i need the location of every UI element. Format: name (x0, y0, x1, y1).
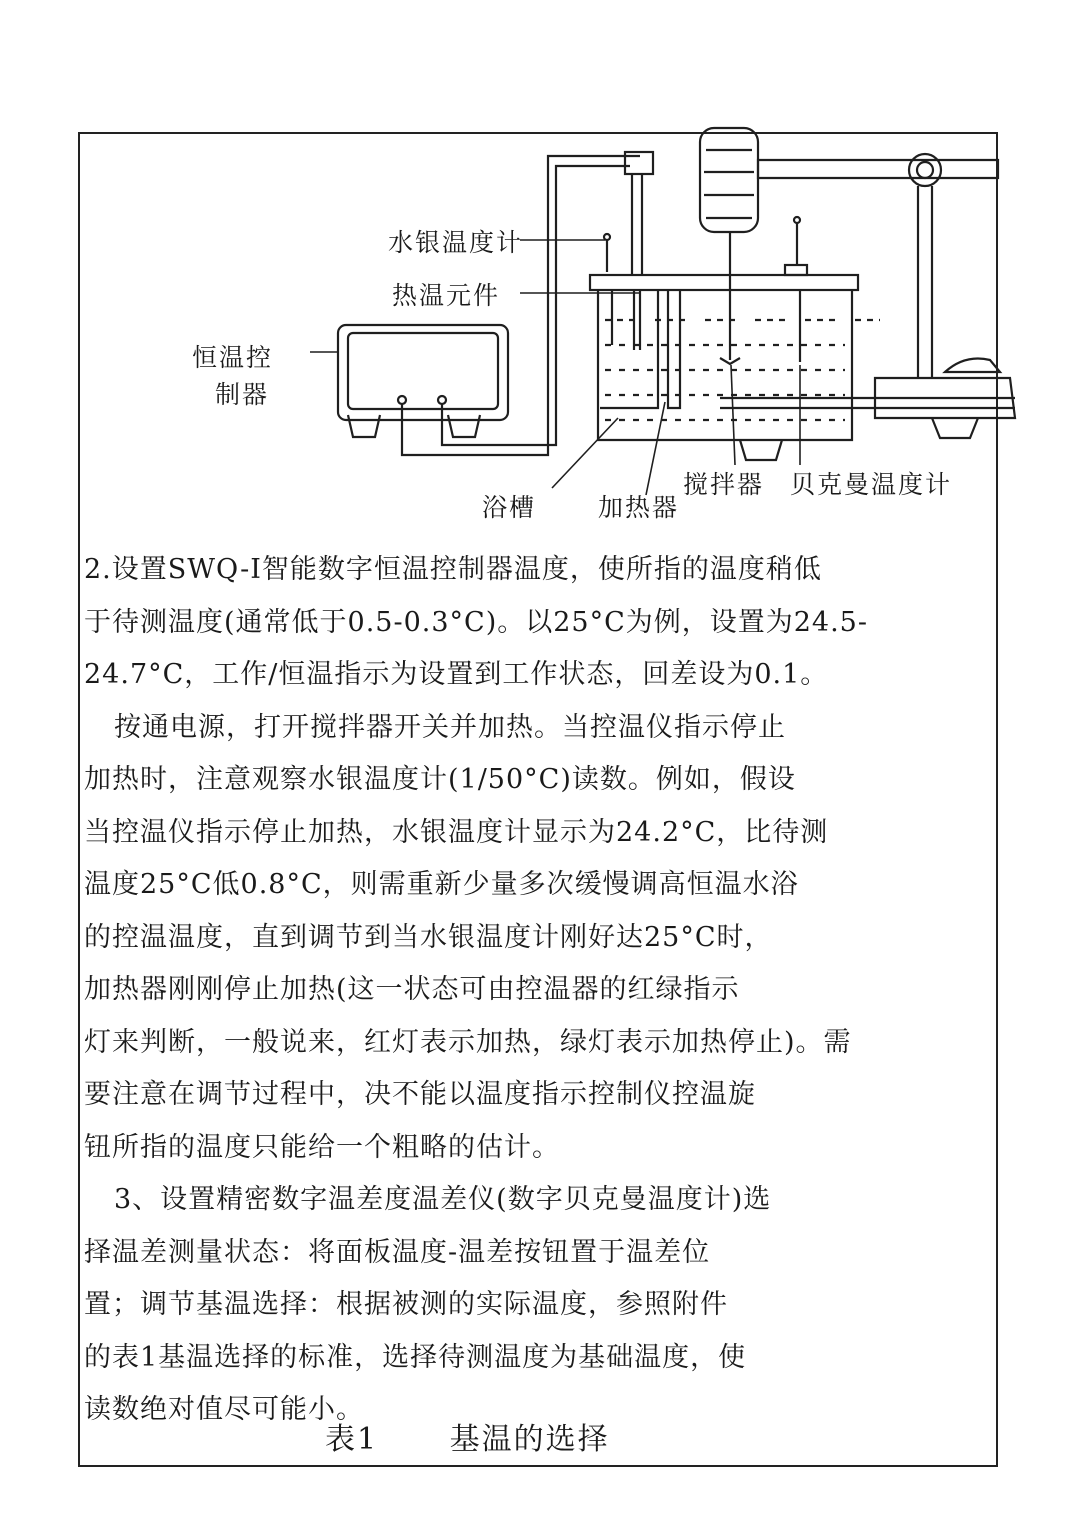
note-line: 加热时，注意观察水银温度计(1/50°C)读数。例如，假设 (84, 764, 796, 795)
note-line: 择温差测量状态：将面板温度-温差按钮置于温差位 (84, 1236, 711, 1268)
table-caption-title: 基温的选择 (449, 1422, 610, 1457)
stirrer-motor (700, 128, 758, 364)
note-line: 灯来判断，一般说来，红灯表示加热，绿灯表示加热停止)。需 (84, 1026, 852, 1058)
label-stirrer: 搅拌器 (683, 470, 765, 499)
note-line: 要注意在调节过程中，决不能以温度指示控制仪控温旋 (84, 1079, 756, 1110)
label-controller-line1: 恒温控 (192, 343, 274, 372)
label-mercury-thermometer: 水银温度计 (388, 228, 524, 257)
note-line: 的表1基温选择的标准，选择待测温度为基础温度，使 (84, 1341, 747, 1373)
label-thermistor: 热温元件 (392, 281, 501, 310)
note-line: 的控温温度，直到调节到当水银温度计刚好达25°C时， (84, 921, 773, 953)
note-line: 3、设置精密数字温差度温差仪(数字贝克曼温度计)选 (114, 1184, 772, 1215)
table-caption (325, 1414, 670, 1458)
note-line: 温度25°C低0.8°C，则需重新少量多次缓慢调高恒温水浴 (84, 869, 799, 900)
note-line: 按通电源，打开搅拌器开关并加热。当控温仪指示停止 (114, 711, 786, 743)
label-heater: 加热器 (598, 493, 680, 522)
handwritten-notes (84, 544, 994, 1437)
note-line: 读数绝对值尽可能小。 (84, 1394, 364, 1425)
label-beckmann: 贝克曼温度计 (790, 470, 953, 499)
label-bath: 浴槽 (482, 493, 537, 522)
note-line: 加热器刚刚停止加热(这一状态可由控温器的红绿指示 (84, 974, 740, 1005)
controller-box (338, 170, 556, 455)
apparatus-diagram (0, 0, 1080, 540)
note-line: 当控温仪指示停止加热，水银温度计显示为24.2°C，比待测 (84, 816, 829, 848)
note-line: 于待测温度(通常低于0.5-0.3°C)。以25°C为例，设置为24.5- (84, 606, 868, 638)
table-caption-label: 表1 (325, 1422, 379, 1457)
note-line: 钮所指的温度只能给一个粗略的估计。 (84, 1131, 560, 1163)
note-line: 24.7°C，工作/恒温指示为设置到工作状态，回差设为0.1。 (84, 659, 829, 690)
support-stand (758, 154, 1015, 438)
label-controller-line2: 制器 (215, 380, 270, 409)
note-line: 置；调节基温选择：根据被测的实际温度，参照附件 (84, 1289, 728, 1320)
note-line: 2.设置SWQ-I智能数字恒温控制器温度，使所指的温度稍低 (84, 554, 822, 585)
